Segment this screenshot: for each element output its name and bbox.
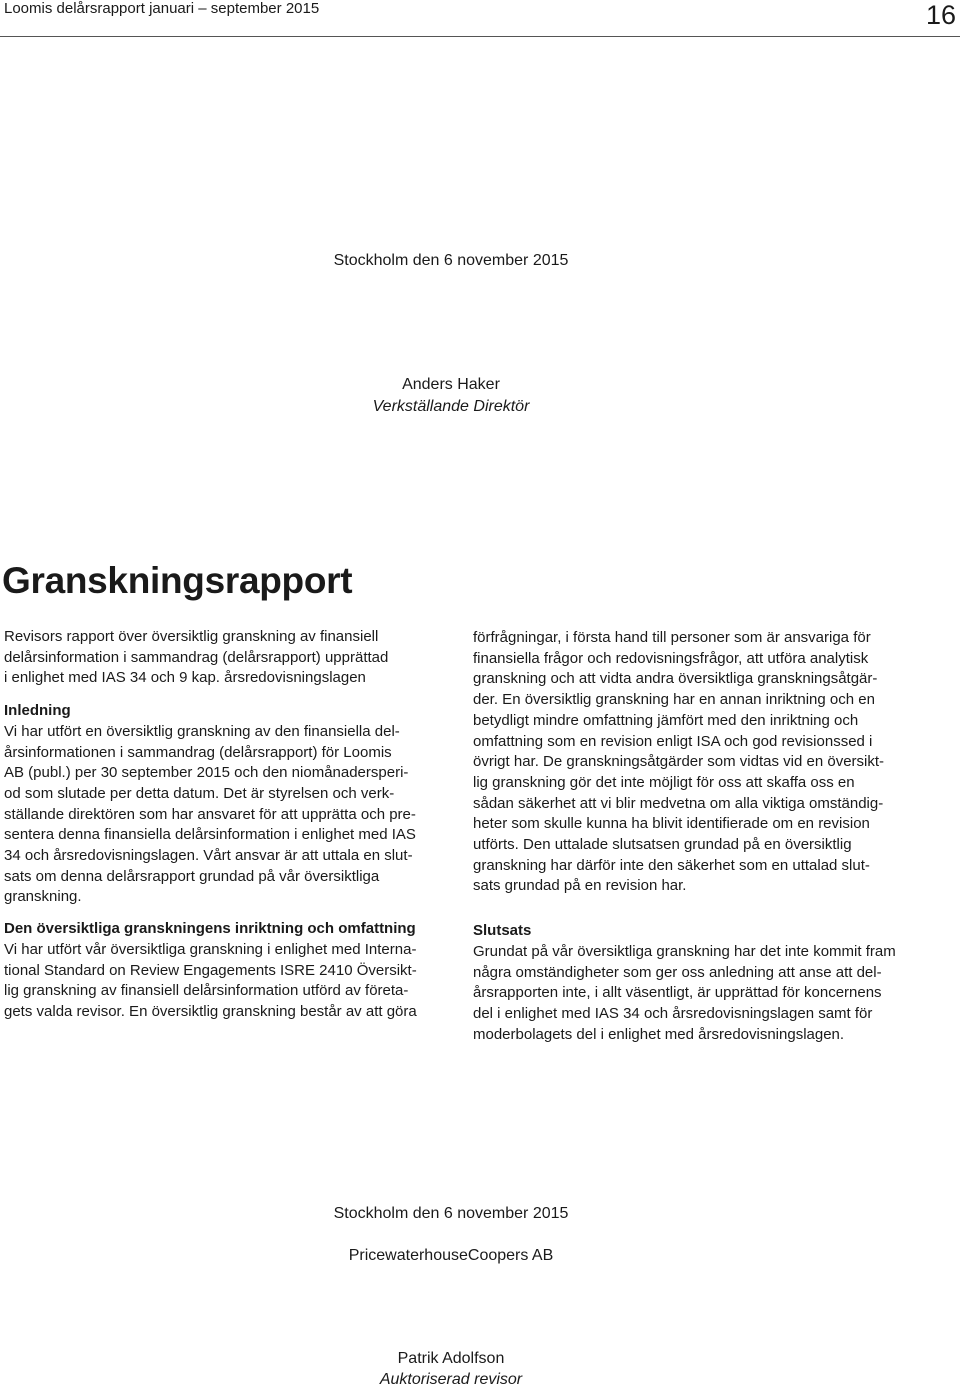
- text-line: årsinformationen i sammandrag (delårsrapport) för Loomis: [4, 743, 392, 761]
- text-line: heter som skulle kunna ha blivit identifierade om en revision: [473, 815, 870, 833]
- text-line: Revisors rapport över översiktlig granskning av finansiell: [4, 628, 379, 645]
- ceo-role: Verkställande Direktör: [372, 398, 530, 415]
- text-line: ställande direktören som har ansvaret för att upprätta och pre-: [4, 805, 416, 823]
- auditor-role: Auktoriserad revisor: [379, 1371, 523, 1388]
- text-line: sentera denna finansiella delårsinformation i enlighet med IAS: [4, 826, 416, 844]
- text-line: lig granskning av finansiell delårsinformation utförd av företa-: [4, 982, 409, 1000]
- text-line: sådan säkerhet att vi blir medvetna om alla viktiga omständig-: [473, 794, 884, 812]
- ceo-name: Anders Haker: [402, 376, 500, 393]
- text-line: finansiella frågor och redovisningsfrågor, att utföra analytisk: [473, 649, 869, 667]
- text-line: utförts. Den uttalade slutsatsen grundad på en översiktlig: [473, 836, 852, 854]
- text-line: delårsinformation i sammandrag (delårsrapport) upprättad: [4, 648, 389, 666]
- slutsats-heading: Slutsats: [473, 922, 532, 940]
- right-column: [473, 628, 921, 1045]
- text-line: årsrapporten inte, i allt väsentligt, är upprättad för koncernens: [473, 984, 882, 1002]
- text-line: tional Standard on Review Engagements ISRE 2410 Översikt-: [4, 961, 417, 979]
- inriktning-heading: Den översiktliga granskningens inriktning och omfattning: [4, 920, 416, 938]
- text-line: Vi har utfört en översiktlig granskning av den finansiella del-: [4, 722, 400, 740]
- auditor-place-date: Stockholm den 6 november 2015: [333, 1205, 569, 1222]
- slutsats-body: [473, 942, 921, 1046]
- report-title: Granskningsrapport: [2, 560, 353, 601]
- header-divider: [0, 36, 960, 37]
- text-line: 34 och årsredovisningslagen. Vårt ansvar är att uttala en slut-: [4, 847, 413, 865]
- text-line: Grundat på vår översiktliga granskning har det inte kommit fram: [473, 942, 896, 960]
- inledning-heading: Inledning: [4, 702, 71, 720]
- text-line: lig granskning gör det inte möjligt för oss att skaffa oss en: [473, 773, 855, 791]
- text-line: granskning.: [4, 888, 82, 906]
- text-line: od som slutade per detta datum. Det är styrelsen och verk-: [4, 784, 395, 802]
- ceo-place-date: Stockholm den 6 november 2015: [333, 252, 569, 269]
- report-subtitle: [4, 627, 440, 689]
- text-line: granskning har därför inte den säkerhet som en uttalad slut-: [473, 856, 870, 874]
- text-line: sats om denna delårsrapport grundad på vår översiktliga: [4, 867, 380, 885]
- inriktning-body-left: [4, 940, 440, 1023]
- inledning-body: [4, 722, 440, 908]
- text-line: några omständigheter som ger oss anledning att anse att del-: [473, 963, 882, 981]
- inriktning-body-right: [473, 628, 921, 897]
- auditor-name: Patrik Adolfson: [397, 1350, 505, 1367]
- text-line: Vi har utfört vår översiktliga granskning i enlighet med Interna-: [4, 940, 417, 958]
- document-title: Loomis delårsrapport januari – september 2015: [4, 0, 320, 17]
- text-line: gets valda revisor. En översiktlig granskning består av att göra: [4, 1002, 417, 1020]
- text-line: del i enlighet med IAS 34 och årsredovisningslagen samt för: [473, 1004, 873, 1022]
- text-line: omfattning som en revision enligt ISA och god revisionssed i: [473, 732, 873, 750]
- text-line: moderbolagets del i enlighet med årsredovisningslagen.: [473, 1025, 845, 1043]
- text-line: i enlighet med IAS 34 och 9 kap. årsredovisningslagen: [4, 669, 366, 687]
- text-line: övrigt har. De granskningsåtgärder som vidtas vid en översikt-: [473, 753, 885, 771]
- text-line: förfrågningar, i första hand till personer som är ansvariga för: [473, 629, 871, 646]
- text-line: betydligt mindre omfattning jämfört med den inriktning och: [473, 711, 859, 729]
- text-line: sats grundad på en revision har.: [473, 877, 687, 895]
- text-line: AB (publ.) per 30 september 2015 och den niomånadersperi-: [4, 764, 409, 782]
- page-number: 16: [925, 0, 956, 30]
- auditor-firm: PricewaterhouseCoopers AB: [348, 1247, 554, 1264]
- text-line: granskning och att vidta andra översiktliga granskningsåtgär-: [473, 670, 878, 688]
- text-line: der. En översiktlig granskning har en annan inriktning och en: [473, 691, 875, 709]
- left-column: [4, 627, 440, 1023]
